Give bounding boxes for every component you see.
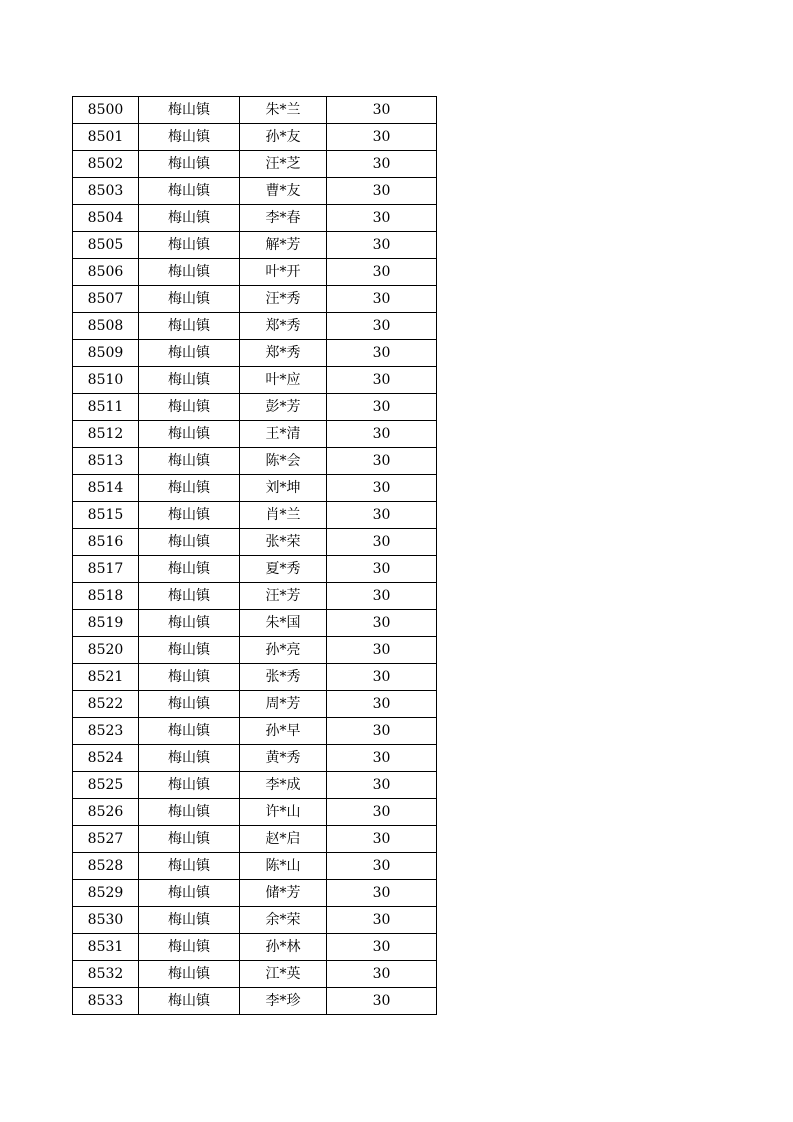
row-id-cell: 8529 (73, 880, 139, 907)
person-name-cell: 李*珍 (240, 988, 327, 1015)
table-row (73, 124, 437, 151)
amount-cell: 30 (327, 988, 437, 1015)
town-cell: 梅山镇 (139, 907, 240, 934)
person-name-cell: 刘*坤 (240, 475, 327, 502)
table-row (73, 259, 437, 286)
table-row (73, 313, 437, 340)
row-id-cell: 8510 (73, 367, 139, 394)
amount-cell: 30 (327, 259, 437, 286)
amount-cell: 30 (327, 529, 437, 556)
town-cell: 梅山镇 (139, 286, 240, 313)
person-name-cell: 郑*秀 (240, 313, 327, 340)
row-id-cell: 8521 (73, 664, 139, 691)
row-id-cell: 8522 (73, 691, 139, 718)
person-name-cell: 彭*芳 (240, 394, 327, 421)
table-row (73, 826, 437, 853)
row-id-cell: 8520 (73, 637, 139, 664)
amount-cell: 30 (327, 799, 437, 826)
person-name-cell: 许*山 (240, 799, 327, 826)
person-name-cell: 张*荣 (240, 529, 327, 556)
person-name-cell: 朱*国 (240, 610, 327, 637)
town-cell: 梅山镇 (139, 475, 240, 502)
person-name-cell: 郑*秀 (240, 340, 327, 367)
person-name-cell: 肖*兰 (240, 502, 327, 529)
town-cell: 梅山镇 (139, 583, 240, 610)
row-id-cell: 8518 (73, 583, 139, 610)
amount-cell: 30 (327, 934, 437, 961)
person-name-cell: 朱*兰 (240, 97, 327, 124)
amount-cell: 30 (327, 394, 437, 421)
table-row (73, 718, 437, 745)
amount-cell: 30 (327, 421, 437, 448)
table-row (73, 502, 437, 529)
amount-cell: 30 (327, 961, 437, 988)
person-name-cell: 汪*秀 (240, 286, 327, 313)
row-id-cell: 8505 (73, 232, 139, 259)
town-cell: 梅山镇 (139, 664, 240, 691)
person-name-cell: 周*芳 (240, 691, 327, 718)
town-cell: 梅山镇 (139, 367, 240, 394)
amount-cell: 30 (327, 286, 437, 313)
row-id-cell: 8533 (73, 988, 139, 1015)
amount-cell: 30 (327, 448, 437, 475)
amount-cell: 30 (327, 772, 437, 799)
amount-cell: 30 (327, 232, 437, 259)
row-id-cell: 8530 (73, 907, 139, 934)
amount-cell: 30 (327, 367, 437, 394)
table-row (73, 178, 437, 205)
town-cell: 梅山镇 (139, 853, 240, 880)
row-id-cell: 8504 (73, 205, 139, 232)
amount-cell: 30 (327, 556, 437, 583)
person-name-cell: 孙*亮 (240, 637, 327, 664)
town-cell: 梅山镇 (139, 934, 240, 961)
town-cell: 梅山镇 (139, 205, 240, 232)
table-body (73, 97, 437, 1015)
table-row (73, 475, 437, 502)
row-id-cell: 8513 (73, 448, 139, 475)
row-id-cell: 8517 (73, 556, 139, 583)
person-name-cell: 江*英 (240, 961, 327, 988)
table-row (73, 421, 437, 448)
table-row (73, 772, 437, 799)
town-cell: 梅山镇 (139, 718, 240, 745)
table-row (73, 637, 437, 664)
person-name-cell: 赵*启 (240, 826, 327, 853)
town-cell: 梅山镇 (139, 178, 240, 205)
amount-cell: 30 (327, 664, 437, 691)
table-row (73, 691, 437, 718)
row-id-cell: 8528 (73, 853, 139, 880)
person-name-cell: 张*秀 (240, 664, 327, 691)
row-id-cell: 8524 (73, 745, 139, 772)
row-id-cell: 8531 (73, 934, 139, 961)
table-row (73, 205, 437, 232)
town-cell: 梅山镇 (139, 394, 240, 421)
row-id-cell: 8525 (73, 772, 139, 799)
row-id-cell: 8526 (73, 799, 139, 826)
row-id-cell: 8516 (73, 529, 139, 556)
person-name-cell: 曹*友 (240, 178, 327, 205)
town-cell: 梅山镇 (139, 529, 240, 556)
row-id-cell: 8519 (73, 610, 139, 637)
town-cell: 梅山镇 (139, 124, 240, 151)
person-name-cell: 夏*秀 (240, 556, 327, 583)
town-cell: 梅山镇 (139, 502, 240, 529)
town-cell: 梅山镇 (139, 313, 240, 340)
amount-cell: 30 (327, 880, 437, 907)
table-row (73, 151, 437, 178)
table-row (73, 799, 437, 826)
amount-cell: 30 (327, 502, 437, 529)
person-name-cell: 储*芳 (240, 880, 327, 907)
person-name-cell: 陈*山 (240, 853, 327, 880)
town-cell: 梅山镇 (139, 637, 240, 664)
amount-cell: 30 (327, 151, 437, 178)
row-id-cell: 8511 (73, 394, 139, 421)
table-row (73, 286, 437, 313)
person-name-cell: 叶*开 (240, 259, 327, 286)
row-id-cell: 8514 (73, 475, 139, 502)
row-id-cell: 8506 (73, 259, 139, 286)
table-row (73, 934, 437, 961)
person-name-cell: 李*成 (240, 772, 327, 799)
table-row (73, 367, 437, 394)
table-row (73, 664, 437, 691)
table-row (73, 961, 437, 988)
person-name-cell: 汪*芝 (240, 151, 327, 178)
amount-cell: 30 (327, 583, 437, 610)
table-row (73, 907, 437, 934)
row-id-cell: 8507 (73, 286, 139, 313)
person-name-cell: 解*芳 (240, 232, 327, 259)
row-id-cell: 8500 (73, 97, 139, 124)
town-cell: 梅山镇 (139, 421, 240, 448)
amount-cell: 30 (327, 205, 437, 232)
row-id-cell: 8503 (73, 178, 139, 205)
row-id-cell: 8523 (73, 718, 139, 745)
person-name-cell: 孙*早 (240, 718, 327, 745)
amount-cell: 30 (327, 97, 437, 124)
row-id-cell: 8501 (73, 124, 139, 151)
table-row (73, 745, 437, 772)
table-row (73, 448, 437, 475)
amount-cell: 30 (327, 907, 437, 934)
town-cell: 梅山镇 (139, 799, 240, 826)
table-row (73, 988, 437, 1015)
table-row (73, 583, 437, 610)
town-cell: 梅山镇 (139, 556, 240, 583)
table-row (73, 97, 437, 124)
amount-cell: 30 (327, 826, 437, 853)
row-id-cell: 8515 (73, 502, 139, 529)
table-row (73, 556, 437, 583)
row-id-cell: 8527 (73, 826, 139, 853)
row-id-cell: 8509 (73, 340, 139, 367)
town-cell: 梅山镇 (139, 745, 240, 772)
table-row (73, 232, 437, 259)
town-cell: 梅山镇 (139, 151, 240, 178)
row-id-cell: 8502 (73, 151, 139, 178)
data-table (72, 96, 437, 1015)
amount-cell: 30 (327, 853, 437, 880)
person-name-cell: 叶*应 (240, 367, 327, 394)
town-cell: 梅山镇 (139, 880, 240, 907)
row-id-cell: 8512 (73, 421, 139, 448)
person-name-cell: 孙*林 (240, 934, 327, 961)
town-cell: 梅山镇 (139, 961, 240, 988)
person-name-cell: 王*清 (240, 421, 327, 448)
person-name-cell: 陈*会 (240, 448, 327, 475)
amount-cell: 30 (327, 637, 437, 664)
amount-cell: 30 (327, 340, 437, 367)
town-cell: 梅山镇 (139, 826, 240, 853)
amount-cell: 30 (327, 691, 437, 718)
amount-cell: 30 (327, 745, 437, 772)
amount-cell: 30 (327, 178, 437, 205)
town-cell: 梅山镇 (139, 232, 240, 259)
table-row (73, 340, 437, 367)
town-cell: 梅山镇 (139, 448, 240, 475)
table-row (73, 610, 437, 637)
amount-cell: 30 (327, 718, 437, 745)
town-cell: 梅山镇 (139, 691, 240, 718)
person-name-cell: 李*春 (240, 205, 327, 232)
row-id-cell: 8532 (73, 961, 139, 988)
amount-cell: 30 (327, 610, 437, 637)
person-name-cell: 黄*秀 (240, 745, 327, 772)
town-cell: 梅山镇 (139, 610, 240, 637)
town-cell: 梅山镇 (139, 340, 240, 367)
town-cell: 梅山镇 (139, 259, 240, 286)
row-id-cell: 8508 (73, 313, 139, 340)
amount-cell: 30 (327, 313, 437, 340)
person-name-cell: 余*荣 (240, 907, 327, 934)
table-row (73, 853, 437, 880)
table-row (73, 880, 437, 907)
table-row (73, 394, 437, 421)
table-row (73, 529, 437, 556)
amount-cell: 30 (327, 475, 437, 502)
town-cell: 梅山镇 (139, 772, 240, 799)
person-name-cell: 孙*友 (240, 124, 327, 151)
person-name-cell: 汪*芳 (240, 583, 327, 610)
amount-cell: 30 (327, 124, 437, 151)
town-cell: 梅山镇 (139, 97, 240, 124)
town-cell: 梅山镇 (139, 988, 240, 1015)
